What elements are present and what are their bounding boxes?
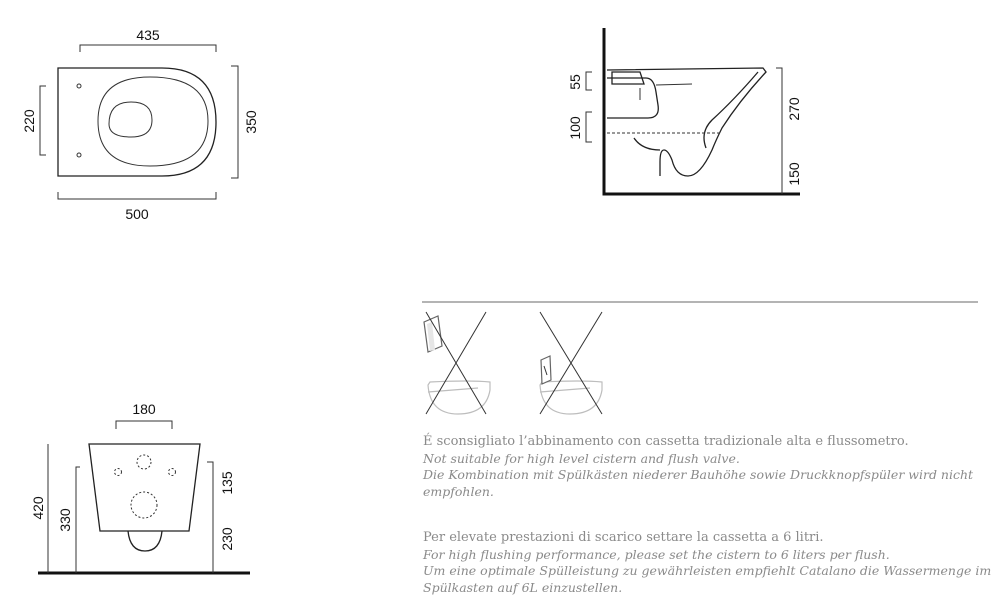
dim-line-135	[207, 462, 213, 505]
bowl-outline-top	[58, 68, 216, 176]
top-view	[21, 27, 259, 222]
dim-label-500: 500	[125, 206, 149, 222]
dim-line-270	[776, 68, 782, 152]
dim-label-230: 230	[219, 527, 235, 551]
dim-label-270: 270	[786, 97, 802, 121]
cross-mark-1	[426, 312, 486, 414]
ghost-bowl-rim-2	[540, 388, 590, 392]
dim-label-420: 420	[30, 496, 46, 520]
dim-line-55	[586, 72, 592, 90]
dim-label-100: 100	[567, 116, 583, 140]
dim-line-220	[40, 86, 46, 155]
fixing-hole-top-2	[77, 153, 81, 157]
dim-label-435: 435	[136, 27, 160, 43]
rear-hole-top	[137, 455, 151, 469]
rear-hole-right	[169, 469, 176, 476]
bowl-rim-top	[98, 77, 208, 166]
note2-english: For high flushing performance, please set the cistern to 6 liters per flush.	[423, 546, 890, 562]
dim-label-330: 330	[57, 508, 73, 532]
bowl-drain-top	[109, 102, 152, 137]
dim-line-180	[116, 421, 172, 429]
ghost-bowl-1	[428, 381, 490, 414]
rear-view	[30, 401, 250, 573]
dim-label-55: 55	[567, 74, 583, 90]
dim-label-180: 180	[132, 401, 156, 417]
side-view	[567, 28, 802, 194]
wall-floor-line	[604, 28, 800, 194]
note-block-2	[423, 530, 993, 596]
note1-german: Die Kombination mit Spülkästen niederer Bauhöhe sowie Druckknopfspüler wird nicht empfohlen.	[423, 467, 974, 499]
ghost-bowl-2	[540, 381, 602, 414]
dim-label-150: 150	[786, 162, 802, 186]
dim-line-435	[80, 45, 216, 52]
note1-italian: É sconsigliato l’abbinamento con cassetta tradizionale alta e flussometro.	[423, 434, 909, 449]
note-block-1	[423, 434, 993, 500]
dim-line-100	[586, 112, 592, 142]
dim-line-330	[76, 467, 80, 573]
not-suitable-high-cistern-icon	[424, 312, 490, 414]
note1-english: Not suitable for high level cistern and flush valve.	[423, 450, 740, 466]
fixing-hole-top-1	[77, 84, 81, 88]
dim-label-350: 350	[243, 110, 259, 134]
inner-detail	[640, 84, 692, 100]
dim-label-220: 220	[21, 109, 37, 133]
note2-german: Um eine optimale Spülleistung zu gewährleisten empfiehlt Catalano die Wassermenge im Spülkasten auf 6L einzustellen.	[423, 563, 992, 595]
not-suitable-flush-valve-icon	[540, 312, 602, 414]
flush-valve-icon	[541, 356, 551, 384]
rear-hole-drain	[131, 492, 157, 518]
dim-line-500	[58, 192, 216, 199]
rear-hole-left	[115, 469, 122, 476]
dim-label-135: 135	[219, 471, 235, 495]
note2-italian: Per elevate prestazioni di scarico settare la cassetta a 6 litri.	[423, 530, 824, 545]
dim-line-350	[231, 66, 238, 178]
rear-outlet	[128, 531, 162, 551]
bowl-side-inner	[634, 72, 758, 150]
rear-body-outline	[89, 444, 200, 531]
